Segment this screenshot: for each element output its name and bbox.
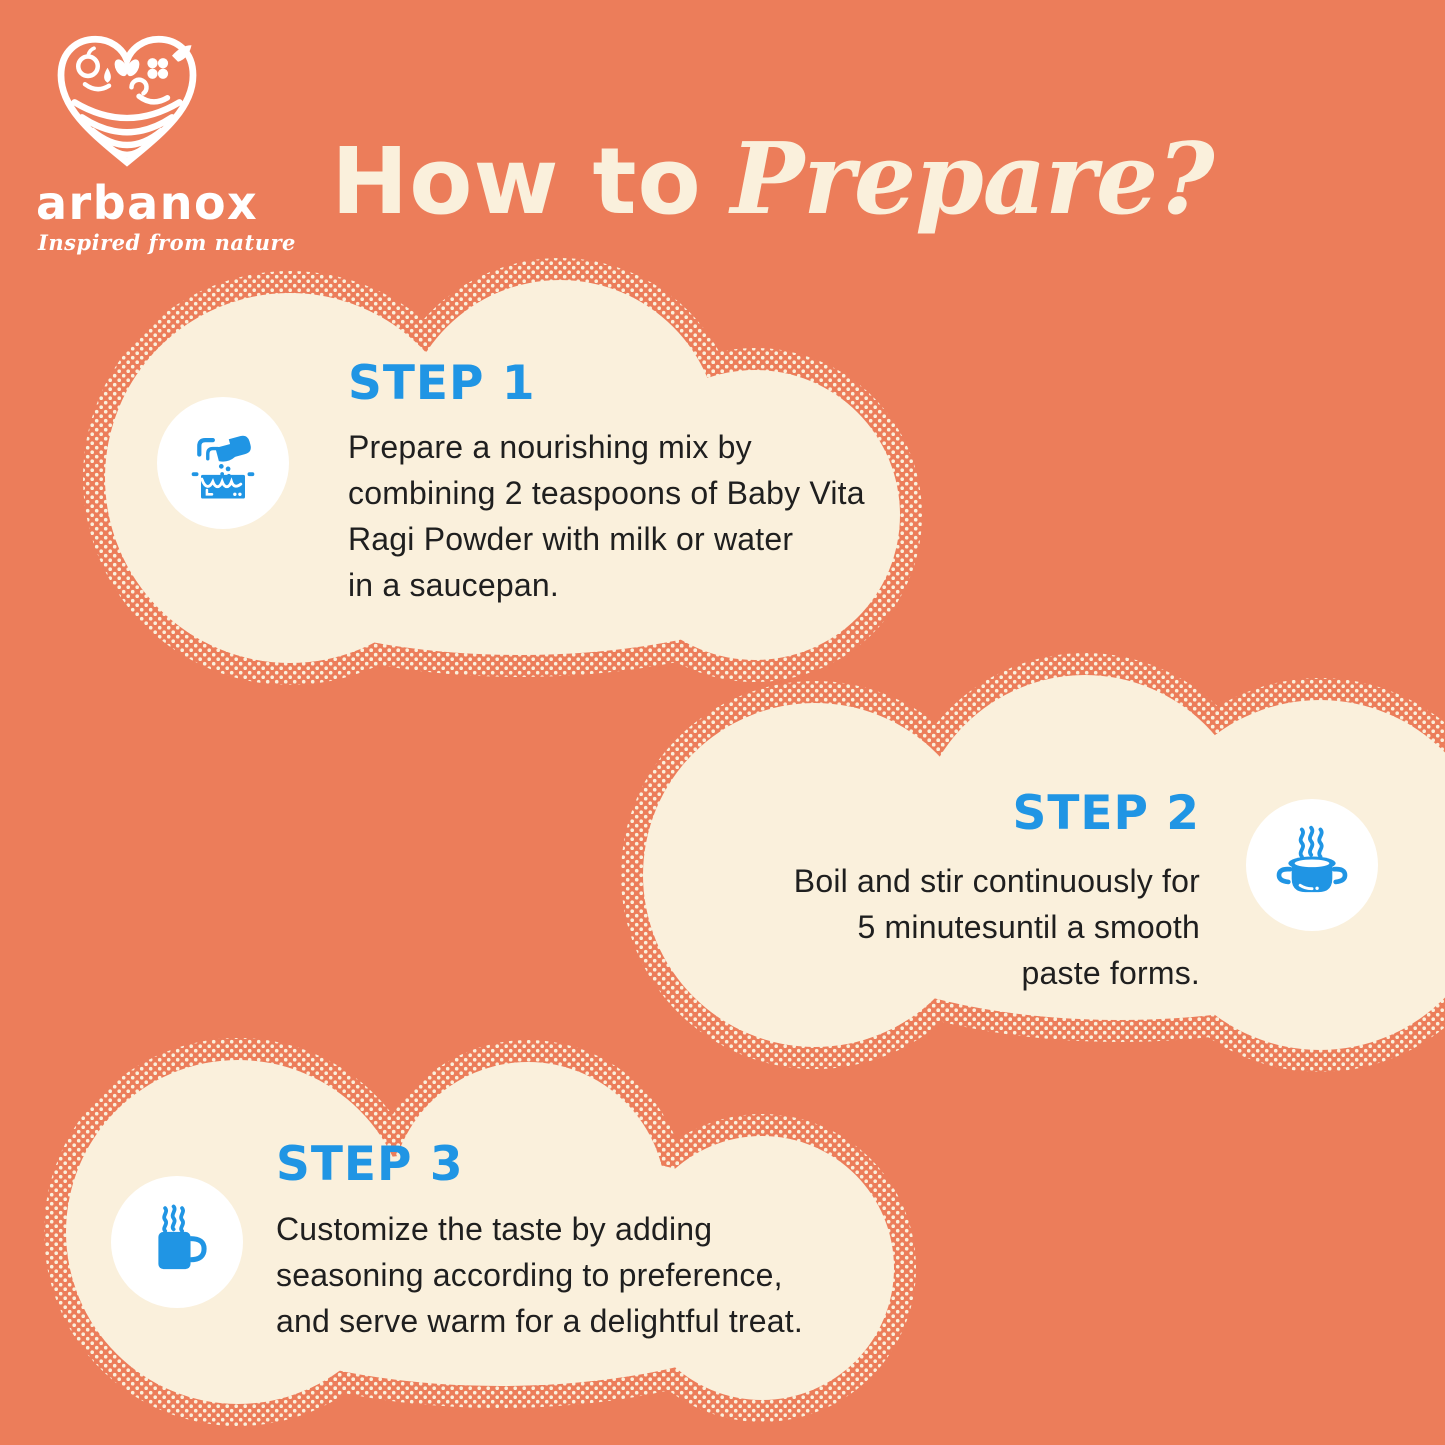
step-1-label: STEP 1 xyxy=(348,356,536,411)
step-text-line: Prepare a nourishing mix by xyxy=(348,429,752,465)
step-text-line: combining 2 teaspoons of Baby Vita xyxy=(348,475,865,511)
step-text-line: 5 minutesuntil a smooth xyxy=(857,909,1200,945)
step-2-label: STEP 2 xyxy=(1012,786,1200,841)
title-script-part: Prepare? xyxy=(730,122,1214,237)
steam-lines xyxy=(164,1206,183,1231)
step-3-icon-circle xyxy=(111,1176,243,1308)
step-1-description xyxy=(348,424,865,608)
page-title xyxy=(100,122,1445,237)
step-text-line: Boil and stir continuously for xyxy=(793,863,1200,899)
title-regular-part: How to xyxy=(331,128,702,235)
steaming-mug-icon xyxy=(133,1198,221,1286)
steaming-pot-icon xyxy=(1268,821,1356,909)
step-text-line: Ragi Powder with milk or water xyxy=(348,521,794,557)
step-text-line: Customize the taste by adding xyxy=(276,1211,713,1247)
step-3-description xyxy=(276,1206,803,1344)
step-2-description xyxy=(794,858,1200,996)
brand-name: arbanox xyxy=(36,176,259,230)
step-3-label: STEP 3 xyxy=(276,1137,464,1192)
step-text-line: in a saucepan. xyxy=(348,567,559,603)
steam-lines xyxy=(1301,828,1322,857)
step-1-icon-circle xyxy=(157,397,289,529)
step-text-line: paste forms. xyxy=(1021,955,1200,991)
brand-tagline: Inspired from nature xyxy=(38,230,296,255)
step-2-icon-circle xyxy=(1246,799,1378,931)
step-text-line: seasoning according to preference, xyxy=(276,1257,783,1293)
powder-mix-icon xyxy=(179,419,267,507)
step-text-line: and serve warm for a delightful treat. xyxy=(276,1303,803,1339)
